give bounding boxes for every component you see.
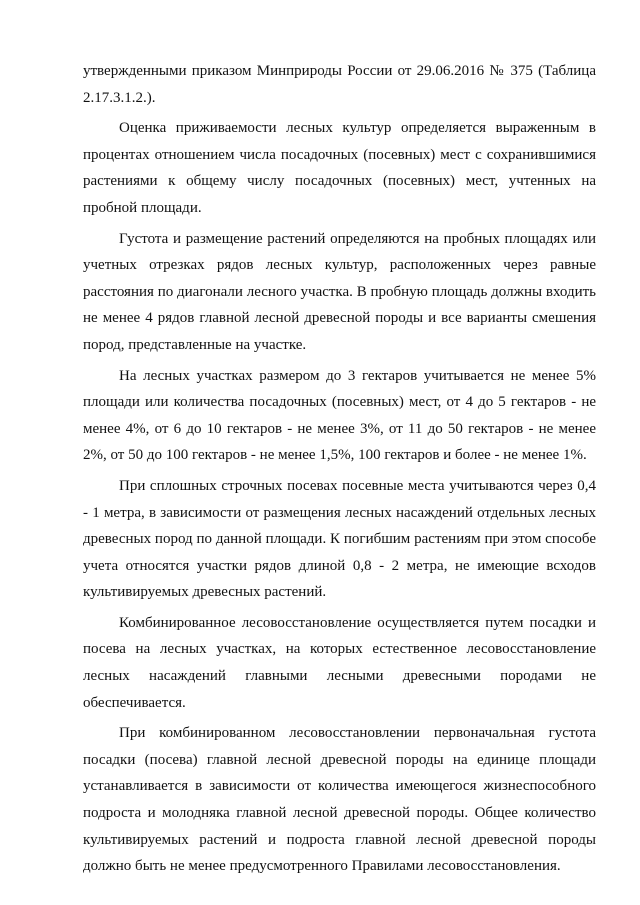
paragraph-continuation: утвержденными приказом Минприроды России от 29.06.2016 № 375 (Таблица 2.17.3.1.2.). xyxy=(83,63,596,106)
paragraph-survival-assessment: Оценка приживаемости лесных культур определяется выраженным в процентах отношением числа посадочных (посевных) мест с сохранившимися растениями к общему числу посадочных (посевных) мест, учтенных на пробной площади. xyxy=(83,120,596,216)
paragraph-area-percentages: На лесных участках размером до 3 гектаров учитывается не менее 5% площади или количества посадочных (посевных) мест, от 4 до 5 гектаров - не менее 4%, от 6 до 10 гектаров - не менее 3%, от 11 до 50 гектаров - не менее 2%, от 50 до 100 гектаров - не менее 1,5%, 100 гектаров и более - не менее 1%. xyxy=(83,367,596,464)
paragraph-initial-density: При комбинированном лесовосстановлении первоначальная густота посадки (посева) главной лесной древесной породы на единице площади устанавливается в зависимости от количества имеющегося жизнеспособного подроста и молодняка главной лесной древесной породы. Общее количество культивируемых растений и подроста главной лесной древесной породы должно быть не менее предусмотренного Правилами лесовосстановления. xyxy=(83,725,596,875)
paragraph-density-placement: Густота и размещение растений определяются на пробных площадях или учетных отрезках рядов лесных культур, расположенных через равные расстояния по диагонали лесного участка. В пробную площадь должны входить не менее 4 рядов главной лесной древесной породы и все варианты смешения пород, представленные на участке. xyxy=(83,230,596,353)
paragraph-row-sowing: При сплошных строчных посевах посевные места учитываются через 0,4 - 1 метра, в зависимости от размещения лесных насаждений отдельных лесных древесных пород по данной площади. К погибшим растениям при этом способе учета относятся участки рядов длиной 0,8 - 2 метра, не имеющие всходов культивируемых древесных растений. xyxy=(83,477,596,601)
paragraph-combined-reforestation: Комбинированное лесовосстановление осуществляется путем посадки и посева на лесных участках, на которых естественное лесовосстановление лесных насаждений главными лесными древесными породами не обеспечивается. xyxy=(83,614,596,711)
document-page xyxy=(83,58,596,884)
